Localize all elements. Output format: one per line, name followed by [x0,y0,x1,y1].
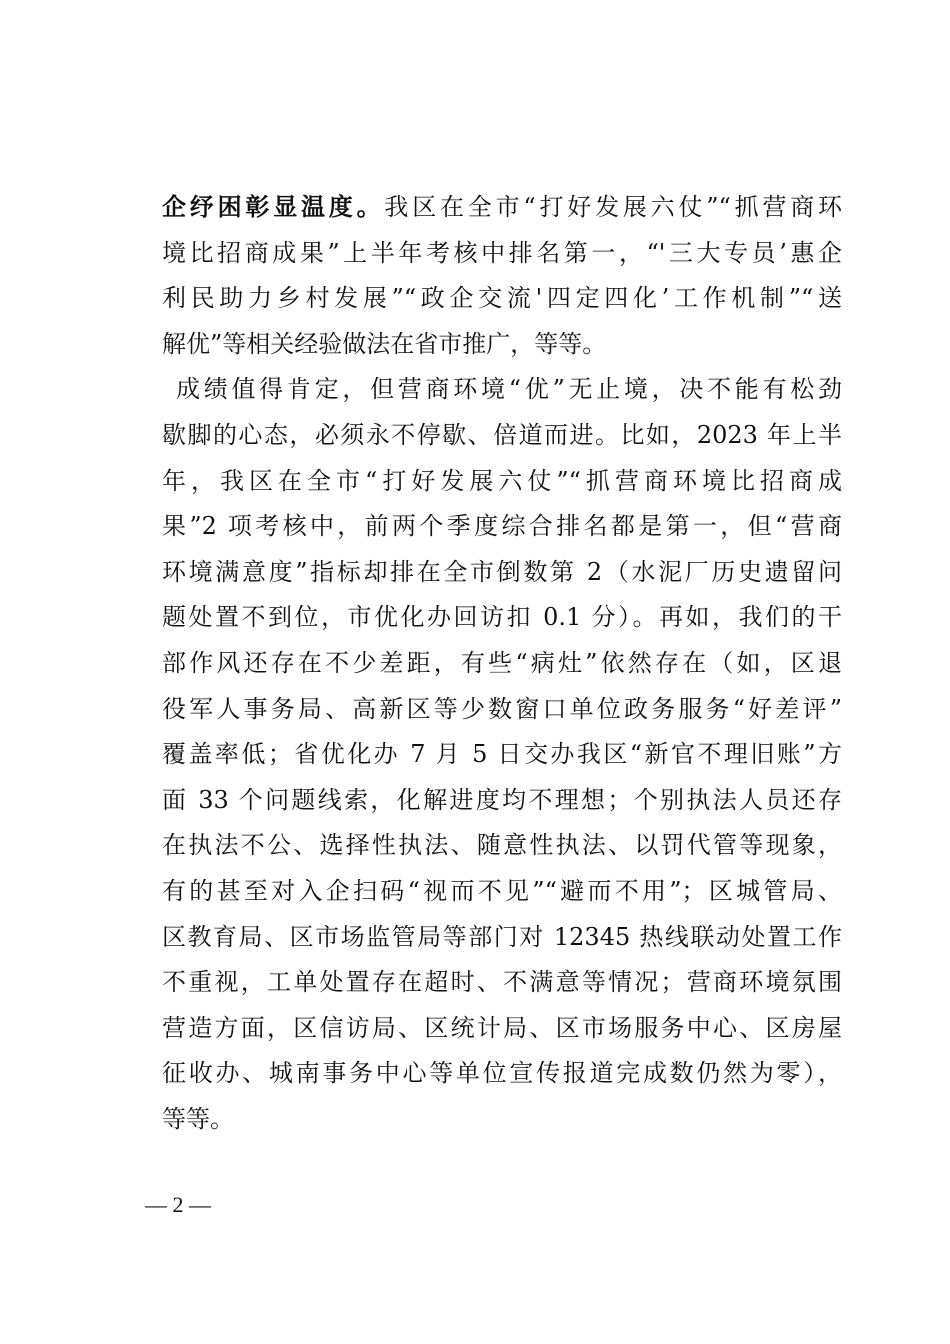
paragraph-2-line: 题处置不到位，市优化办回访扣 0.1 分）。再如，我们的干 [162,603,842,632]
page-number: — 2 — [145,1192,211,1217]
paragraph-2-line: 区教育局、区市场监管局等部门对 12345 热线联动处置工作 [162,922,842,951]
paragraph-2-line: 成绩值得肯定，但营商环境“优”无止境，决不能有松劲 [176,375,842,404]
paragraph-2-line: 在执法不公、选择性执法、随意性执法、以罚代管等现象， [162,831,842,860]
paragraph-2-line: 年，我区在全市“打好发展六仗”“抓营商环境比招商成 [162,466,842,495]
paragraph-1-line-3: 利民助力乡村发展”“政企交流'四定四化’工作机制”“送 [162,284,842,313]
paragraph-2-line: 歇脚的心态，必须永不停歇、倍道而进。比如，2023 年上半 [162,420,842,449]
bold-lead-phrase: 企纾困彰显温度。 [162,193,385,221]
paragraph-2-line: 部作风还存在不少差距，有些“病灶”依然存在（如，区退 [162,648,842,677]
paragraph-2-line: 不重视，工单处置存在超时、不满意等情况；营商环境氛围 [162,968,842,997]
paragraph-2-line: 覆盖率低；省优化办 7 月 5 日交办我区“新官不理旧账”方 [162,740,842,769]
paragraph-2-line: 等等。 [162,1104,234,1133]
paragraph-2-line: 役军人事务局、高新区等少数窗口单位政务服务“好差评” [162,694,842,723]
paragraph-1-line-4: 解优”等相关经验做法在省市推广，等等。 [162,329,607,358]
paragraph-2-line: 营造方面，区信访局、区统计局、区市场服务中心、区房屋 [162,1013,842,1042]
paragraph-2-line: 果”2 项考核中，前两个季度综合排名都是第一，但“营商 [162,512,842,541]
paragraph-2-line: 有的甚至对入企扫码“视而不见”“避而不用”；区城管局、 [162,876,842,905]
paragraph-1-line-1-rest: 我区在全市“打好发展六仗”“抓营商环 [384,193,843,221]
paragraph-2-line: 环境满意度”指标却排在全市倒数第 2（水泥厂历史遗留问 [162,557,842,586]
paragraph-2-line: 面 33 个问题线索，化解进度均不理想；个别执法人员还存 [162,785,842,814]
paragraph-1-line-2: 境比招商成果”上半年考核中排名第一，“'三大专员’惠企 [162,238,842,267]
body-text [162,185,842,1142]
paragraph-1-line-1 [162,185,842,231]
paragraph-2-line: 征收办、城南事务中心等单位宣传报道完成数仍然为零）， [162,1059,842,1088]
